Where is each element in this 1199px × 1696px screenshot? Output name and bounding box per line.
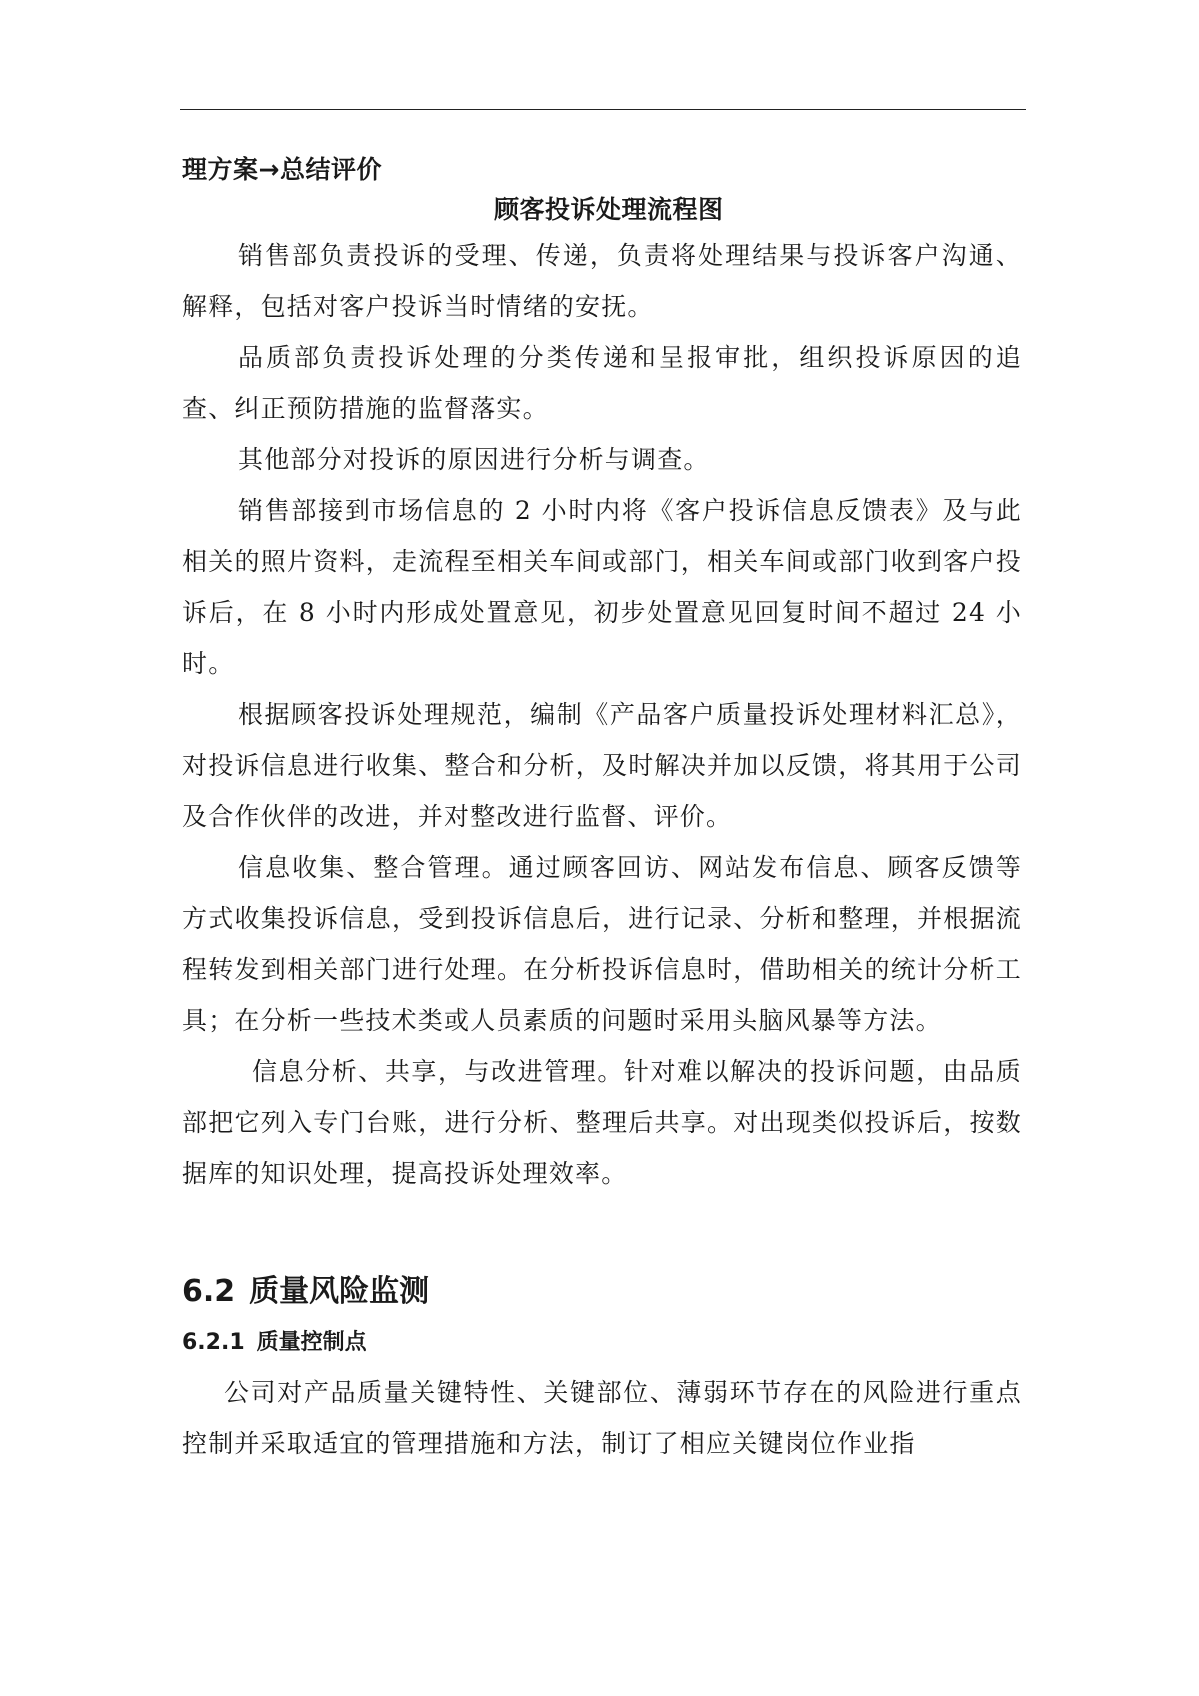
section-number: 6.2 <box>182 1274 236 1309</box>
flow-chart-title: 顾客投诉处理流程图 <box>494 195 724 224</box>
section-title: 质量风险监测 <box>249 1274 430 1309</box>
paragraph-complaint-summary: 根据顾客投诉处理规范，编制《产品客户质量投诉处理材料汇总》，对投诉信息进行收集、整合和分析，及时解决并加以反馈，将其用于公司及合作伙伴的改进，并对整改进行监督、评价。 <box>182 700 1022 831</box>
header-rule <box>180 109 1026 110</box>
subsection-title: 质量控制点 <box>256 1330 367 1355</box>
paragraph-info-collection: 信息收集、整合管理。通过顾客回访、网站发布信息、顾客反馈等方式收集投诉信息，受到投诉信息后，进行记录、分析和整理，并根据流程转发到相关部门进行处理。在分析投诉信息时，借助相关的统计分析工具；在分析一些技术类或人员素质的问题时采用头脑风暴等方法。 <box>182 853 1022 1035</box>
paragraph-response-time: 销售部接到市场信息的 2 小时内将《客户投诉信息反馈表》及与此相关的照片资料，走流程至相关车间或部门，相关车间或部门收到客户投诉后，在 8 小时内形成处置意见，初步处置意见回复时间不超过 24 小时。 <box>182 496 1022 678</box>
paragraph-quality-responsibility: 品质部负责投诉处理的分类传递和呈报审批，组织投诉原因的追查、纠正预防措施的监督落实。 <box>182 343 1022 423</box>
paragraph-info-analysis: 信息分析、共享，与改进管理。针对难以解决的投诉问题，由品质部把它列入专门台账，进行分析、整理后共享。对出现类似投诉后，按数据库的知识处理，提高投诉处理效率。 <box>182 1057 1022 1188</box>
paragraph-sales-responsibility: 销售部负责投诉的受理、传递，负责将处理结果与投诉客户沟通、解释，包括对客户投诉当时情绪的安抚。 <box>182 241 1022 321</box>
continuation-line: 理方案→总结评价 <box>182 155 382 184</box>
subsection-number: 6.2.1 <box>182 1330 245 1355</box>
document-body <box>182 150 1022 1469</box>
paragraph-other-departments: 其他部分对投诉的原因进行分析与调查。 <box>238 445 710 474</box>
section-heading <box>182 1269 1022 1315</box>
paragraph-quality-control: 公司对产品质量关键特性、关键部位、薄弱环节存在的风险进行重点控制并采取适宜的管理措施和方法，制订了相应关键岗位作业指 <box>182 1378 1022 1458</box>
subsection-heading <box>182 1325 1022 1361</box>
